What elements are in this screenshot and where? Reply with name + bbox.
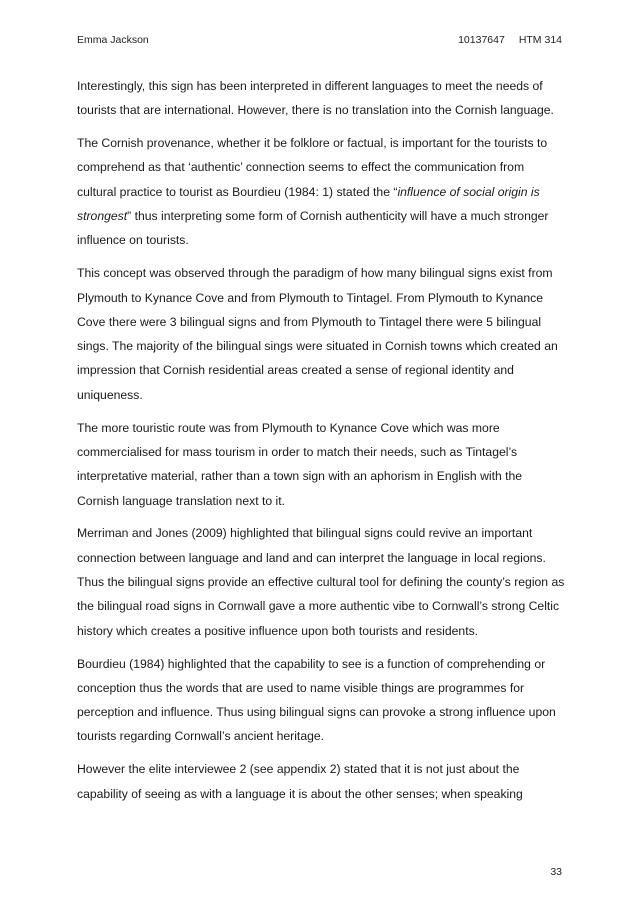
italic-quote: influence of social origin is strongest <box>77 184 540 224</box>
header-student-id: 10137647 <box>458 34 505 46</box>
header-module: HTM 314 <box>518 34 562 46</box>
paragraph-text: ” thus interpreting some form of Cornish authenticity will have a much stronger influence on tourists. <box>77 209 549 248</box>
paragraph <box>77 131 565 252</box>
header-author: Emma Jackson <box>77 34 149 46</box>
paragraph: Bourdieu (1984) highlighted that the capability to see is a function of comprehending or conception thus the words that are used to name visible things are programmes for perception and influence. Thus using bilingual signs can provoke a strong influence upon tourists regarding Cornwall’s ancient heritage. <box>77 656 556 744</box>
paragraph: This concept was observed through the paradigm of how many bilingual signs exist from Plymouth to Kynance Cove and from Plymouth to Tintagel. From Plymouth to Kynance Cove there were 3 bilingual signs and from Plymouth to Tintagel there were 5 bilingual sings. The majority of the bilingual sings were situated in Cornish towns which created an impression that Cornish residential areas created a sense of regional identity and uniqueness. <box>77 266 558 402</box>
header-meta <box>458 34 562 46</box>
paragraph: Interestingly, this sign has been interpreted in different languages to meet the needs of tourists that are international. However, there is no translation into the Cornish language. <box>77 79 554 118</box>
body-text <box>77 74 565 814</box>
paragraph: Merriman and Jones (2009) highlighted that bilingual signs could revive an important connection between language and land and can interpret the language in local regions. Thus the bilingual signs provide an effective cultural tool for defining the county’s region as the bilingual road signs in Cornwall gave a more authentic vibe to Cornwall’s strong Celtic history which creates a positive influence upon both tourists and residents. <box>77 526 565 638</box>
paragraph: However the elite interviewee 2 (see appendix 2) stated that it is not just about the capability of seeing as with a language it is about the other senses; when speaking <box>77 762 523 801</box>
paragraph-text: The Cornish provenance, whether it be folklore or factual, is important for the tourists to comprehend as that ‘authentic’ connection seems to effect the communication from cultural practice to tourist as Bourdieu (1984: 1) stated the “ <box>77 136 548 199</box>
paragraph: The more touristic route was from Plymouth to Kynance Cove which was more commercialised for mass tourism in order to match their needs, such as Tintagel’s interpretative material, rather than a town sign with an aphorism in English with the Cornish language translation next to it. <box>77 420 523 508</box>
page-number: 33 <box>550 866 562 878</box>
